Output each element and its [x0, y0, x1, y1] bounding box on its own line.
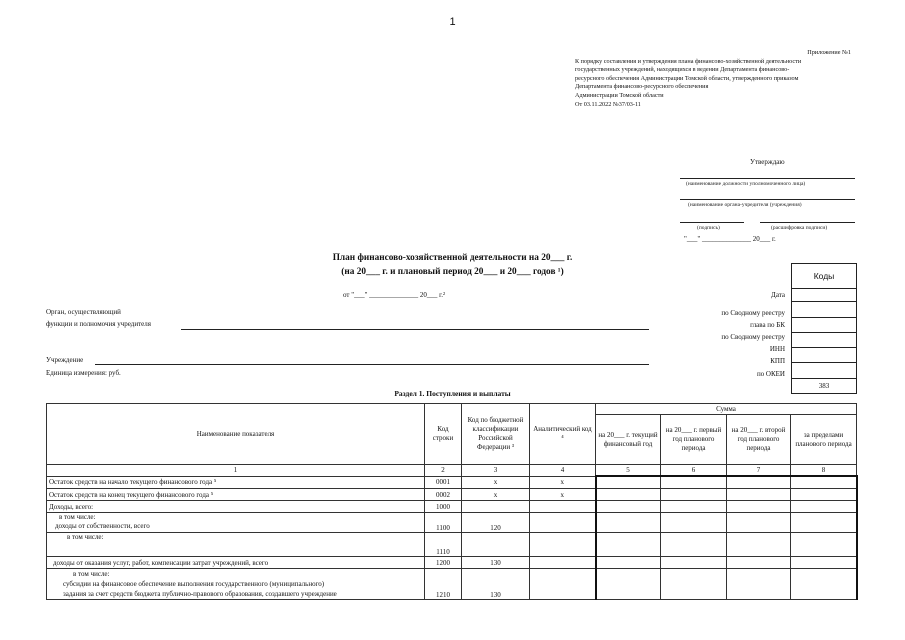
- code-value-okei: 383: [792, 378, 856, 393]
- row-sum-cell[interactable]: [596, 476, 661, 489]
- header-beyond-plan: за пределами планового периода: [791, 415, 857, 465]
- row-name: задания за счет средств бюджета публично-правового образования, создавшего учреждение: [63, 590, 337, 598]
- header-budget-code: Код по бюджетной классификации Российской Федерации ³: [462, 404, 530, 465]
- col-number: 7: [727, 465, 791, 477]
- row-code: 0001: [425, 476, 462, 489]
- header-line-code: Код строки: [425, 404, 462, 465]
- table-row: [47, 476, 857, 489]
- table-row: [47, 569, 857, 600]
- appendix-block: [575, 49, 865, 109]
- row-name-combined: [47, 569, 425, 600]
- code-value-inn[interactable]: [792, 347, 856, 362]
- row-sum-cell[interactable]: [791, 557, 857, 569]
- header-plan-year-1: на 20___ г. первый год планового периода: [661, 415, 727, 465]
- col-number: 6: [661, 465, 727, 477]
- signature-line: [680, 222, 744, 223]
- org-caption: (наименование органа-учредителя (учреждения): [688, 202, 802, 208]
- unit-label: Единица измерения: руб.: [46, 369, 121, 377]
- row-name-combined: [47, 513, 425, 533]
- table-row: [47, 557, 857, 569]
- row-bk: 130: [462, 569, 530, 600]
- code-label-bk-chapter: глава по БК: [750, 321, 785, 329]
- col-number: 4: [530, 465, 596, 477]
- code-label-registry-2: по Сводному реестру: [721, 333, 785, 341]
- row-sum-cell[interactable]: [727, 569, 791, 600]
- appendix-line: ресурсного обеспечения Администрации Томской области, утвержденного приказом: [575, 74, 799, 82]
- header-plan-year-2: на 20___ г. второй год планового периода: [727, 415, 791, 465]
- row-code: 1200: [425, 557, 462, 569]
- code-label-kpp: КПП: [770, 357, 785, 365]
- row-name: Доходы, всего:: [47, 501, 425, 513]
- row-sum-cell[interactable]: [727, 489, 791, 501]
- row-sum-cell[interactable]: [727, 513, 791, 533]
- row-analytic: [530, 501, 596, 513]
- col-number: 5: [596, 465, 661, 477]
- table-row: [47, 513, 857, 533]
- code-label-registry: по Сводному реестру: [721, 309, 785, 317]
- row-bk: 130: [462, 557, 530, 569]
- approval-heading: Утверждаю: [750, 158, 785, 166]
- row-sum-cell[interactable]: [661, 513, 727, 533]
- appendix-line: государственных учреждений, находящихся в ведении Департамента финансово-: [575, 66, 790, 74]
- row-sum-cell[interactable]: [596, 557, 661, 569]
- row-name: Остаток средств на конец текущего финансового года ⁵: [47, 489, 425, 501]
- row-analytic: [530, 569, 596, 600]
- row-analytic: x: [530, 489, 596, 501]
- row-sum-cell[interactable]: [727, 476, 791, 489]
- col-number: 3: [462, 465, 530, 477]
- header-analytic-code: Аналитический код ⁴: [530, 404, 596, 465]
- row-sum-cell[interactable]: [661, 476, 727, 489]
- row-sum-cell[interactable]: [791, 533, 857, 557]
- row-sum-cell[interactable]: [661, 557, 727, 569]
- row-name: субсидии на финансовое обеспечение выполнения государственного (муниципального): [63, 580, 325, 588]
- row-sum-cell[interactable]: [596, 533, 661, 557]
- row-analytic: [530, 557, 596, 569]
- row-sum-cell[interactable]: [596, 489, 661, 501]
- row-sum-cell[interactable]: [727, 533, 791, 557]
- row-code: 1000: [425, 501, 462, 513]
- row-sum-cell[interactable]: [661, 501, 727, 513]
- approval-date: "___" ______________ 20___ г.: [684, 235, 776, 243]
- row-code: 1110: [425, 533, 462, 557]
- col-number: 8: [791, 465, 857, 477]
- appendix-line: Администрации Томской области: [575, 91, 664, 99]
- income-expense-table: [46, 403, 858, 600]
- table-row: [47, 489, 857, 501]
- organ-field[interactable]: [181, 329, 649, 330]
- code-label-inn: ИНН: [769, 345, 785, 353]
- col-number: 2: [425, 465, 462, 477]
- row-bk: [462, 533, 530, 557]
- row-sum-cell[interactable]: [791, 513, 857, 533]
- appendix-line: Департамента финансово-ресурсного обеспечения: [575, 83, 709, 91]
- row-sum-cell[interactable]: [596, 569, 661, 600]
- row-name: доходы от оказания услуг, работ, компенсации затрат учреждений, всего: [47, 557, 425, 569]
- page-number: 1: [449, 16, 456, 28]
- row-sum-cell[interactable]: [661, 569, 727, 600]
- row-analytic: [530, 513, 596, 533]
- organ-label-1: Орган, осуществляющий: [46, 308, 121, 316]
- row-sum-cell[interactable]: [661, 533, 727, 557]
- row-code: 1100: [425, 513, 462, 533]
- header-name: Наименование показателя: [47, 404, 425, 465]
- row-name: Остаток средств на начало текущего финансового года ⁵: [47, 476, 425, 489]
- code-label-date: Дата: [771, 291, 785, 299]
- row-bk: [462, 501, 530, 513]
- plan-title: План финансово-хозяйственной деятельности на 20___ г.: [332, 253, 573, 263]
- code-value-bk-chapter[interactable]: [792, 317, 856, 332]
- row-code: 1210: [425, 569, 462, 600]
- plan-subtitle: (на 20___ г. и плановый период 20___ и 20___ годов ¹): [341, 267, 564, 277]
- row-sum-cell[interactable]: [596, 513, 661, 533]
- row-code: 0002: [425, 489, 462, 501]
- organ-label-2: функции и полномочия учредителя: [46, 320, 151, 328]
- row-name: в том числе:: [73, 570, 110, 578]
- code-value-date[interactable]: [792, 287, 856, 301]
- code-label-okei: по ОКЕИ: [756, 370, 785, 378]
- row-sum-cell[interactable]: [727, 557, 791, 569]
- row-name: доходы от собственности, всего: [55, 522, 150, 530]
- institution-field[interactable]: [95, 364, 649, 365]
- row-sum-cell[interactable]: [791, 489, 857, 501]
- row-analytic: [530, 533, 596, 557]
- row-sum-cell[interactable]: [596, 501, 661, 513]
- row-name: в том числе:: [47, 533, 425, 557]
- row-sum-cell[interactable]: [791, 476, 857, 489]
- signature-caption: (подпись): [697, 225, 720, 231]
- position-caption: (наименование должности уполномоченного лица): [686, 181, 806, 187]
- row-bk: 120: [462, 513, 530, 533]
- decoding-line: [760, 222, 855, 223]
- table-row: [47, 501, 857, 513]
- row-bk: x: [462, 476, 530, 489]
- appendix-line: От 03.11.2022 №37/03-11: [575, 100, 641, 108]
- code-value-kpp[interactable]: [792, 362, 856, 377]
- section-title: Раздел 1. Поступления и выплаты: [394, 389, 511, 398]
- header-current-year: на 20___ г. текущий финансовый год: [596, 415, 661, 465]
- header-sum: Сумма: [596, 404, 857, 415]
- row-sum-cell[interactable]: [791, 569, 857, 600]
- col-number: 1: [47, 465, 425, 477]
- row-sum-cell[interactable]: [661, 489, 727, 501]
- institution-label: Учреждение: [46, 356, 84, 364]
- row-sum-cell[interactable]: [727, 501, 791, 513]
- plan-date: от "___" ______________ 20___ г.²: [343, 291, 446, 299]
- table-row: [47, 533, 857, 557]
- row-analytic: x: [530, 476, 596, 489]
- position-line: [680, 178, 855, 179]
- org-line: [680, 199, 855, 200]
- appendix-line: К порядку составления и утверждения плана финансово-хозяйственной деятельности: [575, 57, 802, 65]
- row-name: в том числе:: [59, 513, 96, 521]
- row-bk: x: [462, 489, 530, 501]
- decoding-caption: (расшифровка подписи): [771, 225, 828, 231]
- appendix-title: Приложение №1: [807, 49, 851, 56]
- code-value-registry[interactable]: [792, 301, 856, 316]
- codes-heading: Коды: [791, 263, 857, 289]
- row-sum-cell[interactable]: [791, 501, 857, 513]
- code-value-registry-2[interactable]: [792, 332, 856, 347]
- codes-column: [791, 287, 857, 394]
